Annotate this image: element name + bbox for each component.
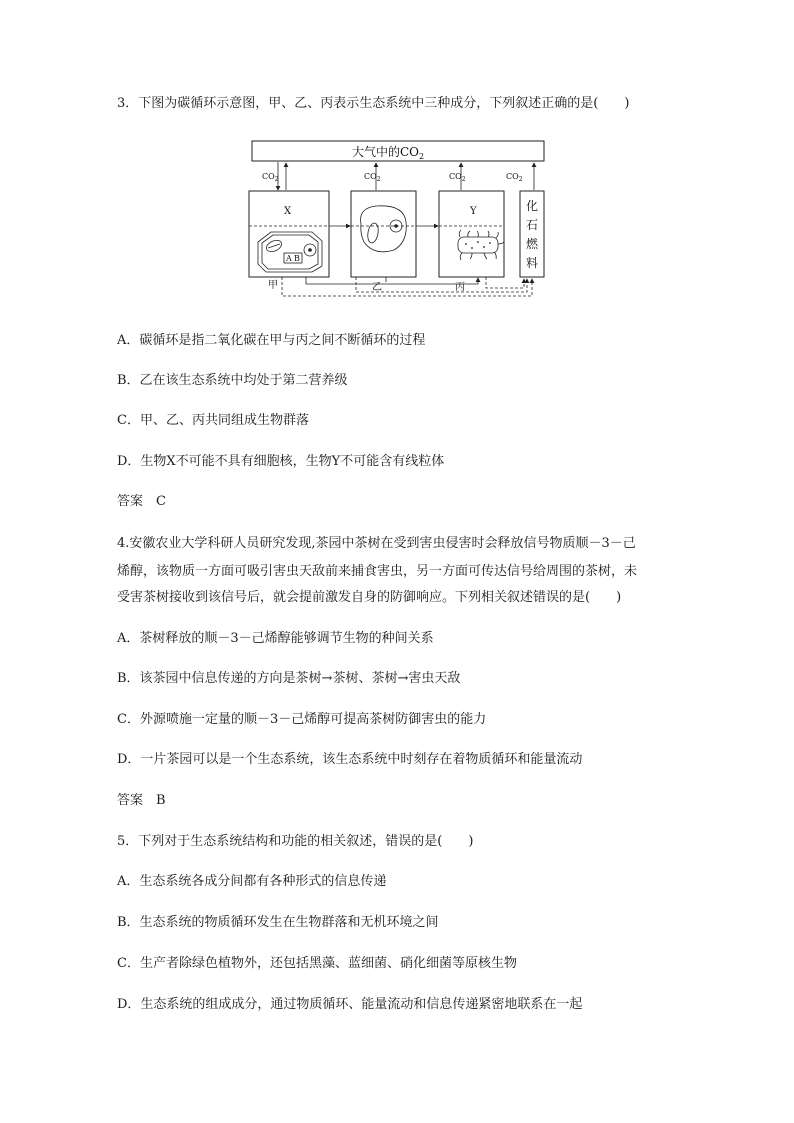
fossil-char-4: 料 [526,256,539,270]
q3-stem: 3．下图为碳循环示意图，甲、乙、丙表示生态系统中三种成分，下列叙述正确的是( ) [117,96,630,111]
box-bing [439,191,504,277]
co2-label-3: $CO_2$ [449,172,466,183]
q3-option-b: B．乙在该生态系统中均处于第二营养级 [117,373,348,388]
co2-label-2: $CO_2$ [364,172,381,183]
q3-option-d: D．生物X不可能不具有细胞核，生物Y不可能含有线粒体 [117,454,445,469]
cell-letter-b: B [294,254,300,263]
fossil-char-2: 石 [526,218,539,232]
q4-option-b: B．该茶园中信息传递的方向是茶树→茶树、茶树→害虫天敌 [117,671,461,686]
label-y: Y [470,206,477,217]
dash-jia-to-fossil [282,277,532,296]
q4-option-a: A．茶树释放的顺－3－己烯醇能够调节生物的种间关系 [117,631,434,646]
co2-label-1: $CO_2$ [262,172,279,183]
atmosphere-label: 大气中的$CO_2$ [352,145,425,161]
fossil-char-1: 化 [526,199,539,213]
q4-option-d: D．一片茶园可以是一个生态系统，该生态系统中时刻存在着物质循环和能量流动 [117,752,583,767]
q5-option-d: D．生态系统的组成成分，通过物质循环、能量流动和信息传递紧密地联系在一起 [117,997,583,1012]
q5-option-a: A．生态系统各成分间都有各种形式的信息传递 [117,874,387,889]
cell-letter-a: A [286,254,292,263]
q5-stem: 5．下列对于生态系统结构和功能的相关叙述，错误的是( ) [117,834,474,849]
q4-stem-line-2: 烯醇，该物质一方面可吸引害虫天敌前来捕食害虫，另一方面可传达信号给周围的茶树，未 [117,564,638,579]
dash-bing-to-fossil [486,277,524,288]
q5-option-c: C．生产者除绿色植物外，还包括黑藻、蓝细菌、硝化细菌等原核生物 [117,956,517,971]
q3-answer: 答案 C [117,494,166,509]
co2-label-4: $CO_2$ [506,172,523,183]
q3-option-a: A．碳循环是指二氧化碳在甲与丙之间不断循环的过程 [117,333,426,348]
label-jia: 甲 [268,280,278,291]
label-bing: 丙 [455,282,465,293]
fossil-char-3: 燃 [526,237,539,251]
q5-option-b: B．生态系统的物质循环发生在生物群落和无机环境之间 [117,915,439,930]
carbon-cycle-diagram [246,138,548,298]
label-yi: 乙 [372,282,382,293]
q4-stem-line-1: 4.安徽农业大学科研人员研究发现,茶园中茶树在受到害虫侵害时会释放信号物质顺－3－己 [117,536,636,551]
q3-option-c: C．甲、乙、丙共同组成生物群落 [117,413,309,428]
box-yi [351,191,416,277]
q4-stem-line-3: 受害茶树接收到该信号后，就会提前激发自身的防御响应。下列相关叙述错误的是( ) [117,590,622,605]
q4-answer: 答案 B [117,793,166,808]
arrow-jia-to-bing [306,277,478,284]
q4-option-c: C．外源喷施一定量的顺－3－己烯醇可提高茶树防御害虫的能力 [117,712,487,727]
label-x: X [284,206,292,217]
